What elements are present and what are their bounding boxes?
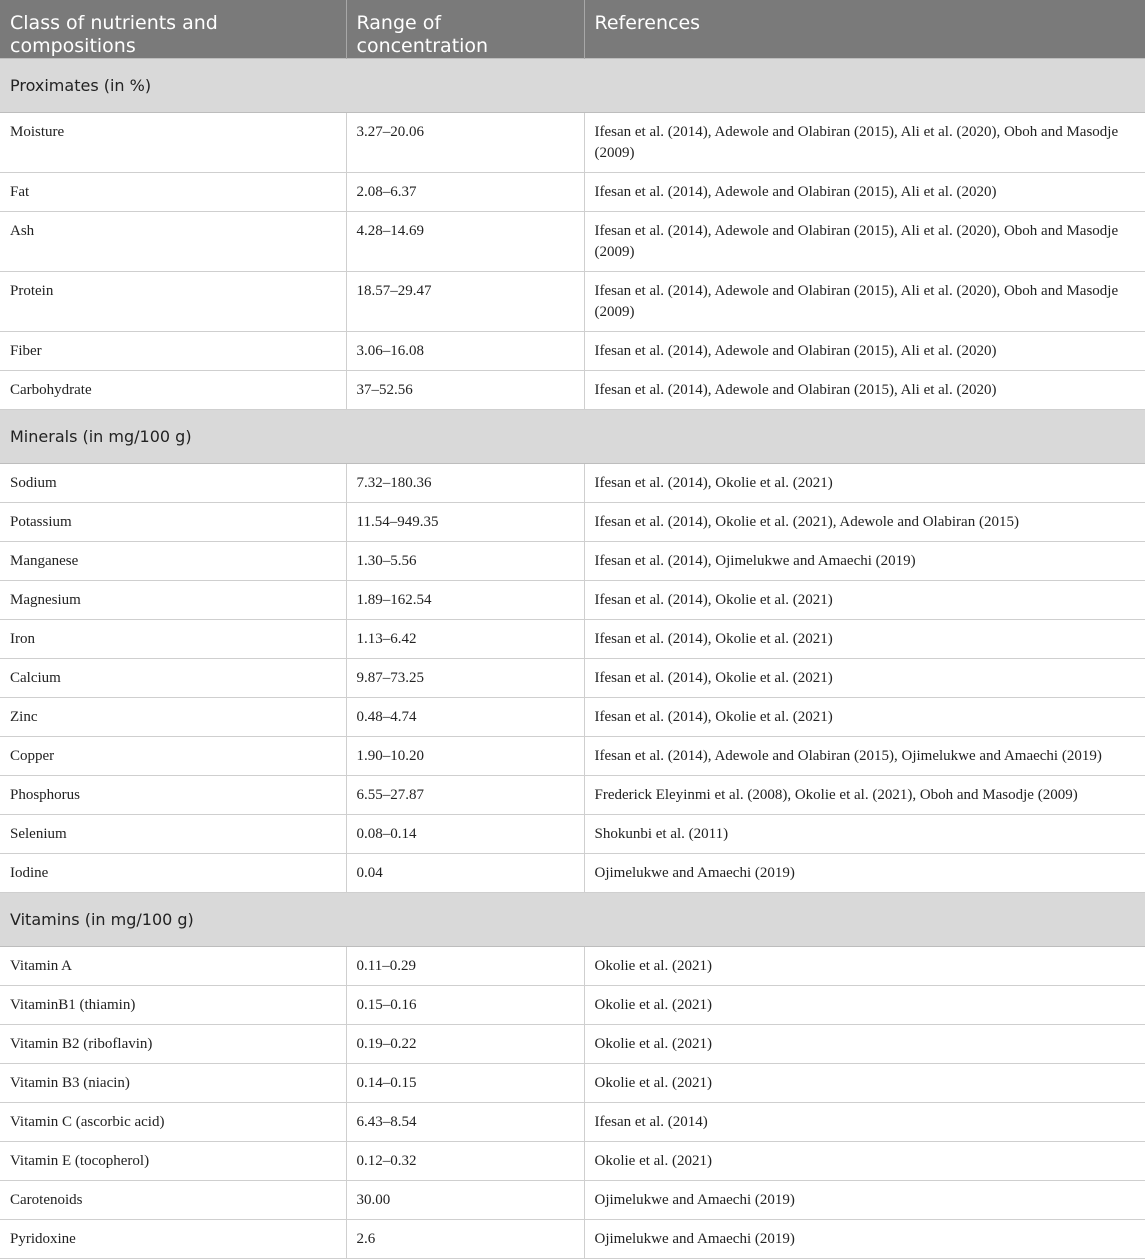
references-cell: Ifesan et al. (2014), Okolie et al. (2021) bbox=[584, 620, 1145, 659]
references-cell: Frederick Eleyinmi et al. (2008), Okolie et al. (2021), Oboh and Masodje (2009) bbox=[584, 776, 1145, 815]
table-row bbox=[0, 854, 1145, 893]
concentration-range: 0.11–0.29 bbox=[346, 947, 584, 986]
nutrient-name: Iron bbox=[0, 620, 346, 659]
table-row bbox=[0, 737, 1145, 776]
nutrient-name: Carotenoids bbox=[0, 1181, 346, 1220]
references-cell: Ifesan et al. (2014), Adewole and Olabiran (2015), Ojimelukwe and Amaechi (2019) bbox=[584, 737, 1145, 776]
concentration-range: 0.14–0.15 bbox=[346, 1064, 584, 1103]
table-row bbox=[0, 173, 1145, 212]
table-row bbox=[0, 272, 1145, 332]
concentration-range: 0.04 bbox=[346, 854, 584, 893]
nutrient-name: Vitamin C (ascorbic acid) bbox=[0, 1103, 346, 1142]
concentration-range: 0.48–4.74 bbox=[346, 698, 584, 737]
nutrient-name: Potassium bbox=[0, 503, 346, 542]
nutrient-name: Vitamin E (tocopherol) bbox=[0, 1142, 346, 1181]
concentration-range: 18.57–29.47 bbox=[346, 272, 584, 332]
nutrient-name: Copper bbox=[0, 737, 346, 776]
concentration-range: 37–52.56 bbox=[346, 371, 584, 410]
table-row bbox=[0, 542, 1145, 581]
table-row bbox=[0, 371, 1145, 410]
nutrient-name: Magnesium bbox=[0, 581, 346, 620]
nutrient-name: Carbohydrate bbox=[0, 371, 346, 410]
references-cell: Ifesan et al. (2014), Okolie et al. (2021) bbox=[584, 659, 1145, 698]
references-cell: Ifesan et al. (2014), Adewole and Olabiran (2015), Ali et al. (2020) bbox=[584, 371, 1145, 410]
nutrient-name: Ash bbox=[0, 212, 346, 272]
concentration-range: 2.08–6.37 bbox=[346, 173, 584, 212]
table-row bbox=[0, 1025, 1145, 1064]
table-row bbox=[0, 1064, 1145, 1103]
nutrient-name: VitaminB1 (thiamin) bbox=[0, 986, 346, 1025]
references-cell: Okolie et al. (2021) bbox=[584, 986, 1145, 1025]
references-cell: Ifesan et al. (2014), Adewole and Olabiran (2015), Ali et al. (2020) bbox=[584, 173, 1145, 212]
references-cell: Ifesan et al. (2014), Okolie et al. (2021) bbox=[584, 698, 1145, 737]
concentration-range: 1.13–6.42 bbox=[346, 620, 584, 659]
concentration-range: 0.12–0.32 bbox=[346, 1142, 584, 1181]
concentration-range: 11.54–949.35 bbox=[346, 503, 584, 542]
concentration-range: 6.55–27.87 bbox=[346, 776, 584, 815]
table-row bbox=[0, 1181, 1145, 1220]
concentration-range: 3.27–20.06 bbox=[346, 113, 584, 173]
table-row bbox=[0, 659, 1145, 698]
nutrient-name: Phosphorus bbox=[0, 776, 346, 815]
nutrient-name: Fat bbox=[0, 173, 346, 212]
references-cell: Ojimelukwe and Amaechi (2019) bbox=[584, 1220, 1145, 1259]
references-cell: Ifesan et al. (2014), Okolie et al. (2021) bbox=[584, 464, 1145, 503]
header-row bbox=[0, 0, 1145, 59]
references-cell: Okolie et al. (2021) bbox=[584, 947, 1145, 986]
table-row bbox=[0, 620, 1145, 659]
references-cell: Ifesan et al. (2014) bbox=[584, 1103, 1145, 1142]
table-row bbox=[0, 815, 1145, 854]
references-cell: Okolie et al. (2021) bbox=[584, 1142, 1145, 1181]
table-row bbox=[0, 776, 1145, 815]
nutrient-name: Zinc bbox=[0, 698, 346, 737]
table-row bbox=[0, 1220, 1145, 1259]
table-row bbox=[0, 698, 1145, 737]
nutrient-name: Iodine bbox=[0, 854, 346, 893]
references-cell: Ifesan et al. (2014), Adewole and Olabiran (2015), Ali et al. (2020) bbox=[584, 332, 1145, 371]
nutrient-name: Protein bbox=[0, 272, 346, 332]
concentration-range: 1.89–162.54 bbox=[346, 581, 584, 620]
concentration-range: 4.28–14.69 bbox=[346, 212, 584, 272]
table-row bbox=[0, 1103, 1145, 1142]
table-row bbox=[0, 581, 1145, 620]
section-row bbox=[0, 59, 1145, 113]
table-row bbox=[0, 1142, 1145, 1181]
table-header bbox=[0, 0, 1145, 59]
section-title: Minerals (in mg/100 g) bbox=[0, 410, 1145, 464]
references-cell: Ifesan et al. (2014), Adewole and Olabiran (2015), Ali et al. (2020), Oboh and Masodje (2009) bbox=[584, 272, 1145, 332]
section-title: Proximates (in %) bbox=[0, 59, 1145, 113]
column-header-class: Class of nutrients and compositions bbox=[0, 0, 346, 59]
nutrient-name: Manganese bbox=[0, 542, 346, 581]
nutrient-name: Sodium bbox=[0, 464, 346, 503]
references-cell: Ifesan et al. (2014), Adewole and Olabiran (2015), Ali et al. (2020), Oboh and Masodje (2009) bbox=[584, 212, 1145, 272]
table-row bbox=[0, 113, 1145, 173]
concentration-range: 0.15–0.16 bbox=[346, 986, 584, 1025]
table-row bbox=[0, 212, 1145, 272]
nutrient-name: Moisture bbox=[0, 113, 346, 173]
references-cell: Ojimelukwe and Amaechi (2019) bbox=[584, 1181, 1145, 1220]
concentration-range: 0.19–0.22 bbox=[346, 1025, 584, 1064]
concentration-range: 6.43–8.54 bbox=[346, 1103, 584, 1142]
table-row bbox=[0, 947, 1145, 986]
references-cell: Shokunbi et al. (2011) bbox=[584, 815, 1145, 854]
nutrient-name: Calcium bbox=[0, 659, 346, 698]
references-cell: Okolie et al. (2021) bbox=[584, 1025, 1145, 1064]
nutrient-name: Pyridoxine bbox=[0, 1220, 346, 1259]
section-row bbox=[0, 893, 1145, 947]
concentration-range: 2.6 bbox=[346, 1220, 584, 1259]
concentration-range: 9.87–73.25 bbox=[346, 659, 584, 698]
section-row bbox=[0, 410, 1145, 464]
nutrient-name: Vitamin A bbox=[0, 947, 346, 986]
nutrient-name: Selenium bbox=[0, 815, 346, 854]
references-cell: Ifesan et al. (2014), Ojimelukwe and Amaechi (2019) bbox=[584, 542, 1145, 581]
references-cell: Ojimelukwe and Amaechi (2019) bbox=[584, 854, 1145, 893]
column-header-references: References bbox=[584, 0, 1145, 59]
table-row bbox=[0, 332, 1145, 371]
concentration-range: 0.08–0.14 bbox=[346, 815, 584, 854]
concentration-range: 1.90–10.20 bbox=[346, 737, 584, 776]
concentration-range: 1.30–5.56 bbox=[346, 542, 584, 581]
references-cell: Ifesan et al. (2014), Okolie et al. (2021) bbox=[584, 581, 1145, 620]
references-cell: Ifesan et al. (2014), Okolie et al. (2021), Adewole and Olabiran (2015) bbox=[584, 503, 1145, 542]
nutrient-name: Fiber bbox=[0, 332, 346, 371]
references-cell: Ifesan et al. (2014), Adewole and Olabiran (2015), Ali et al. (2020), Oboh and Masodje (2009) bbox=[584, 113, 1145, 173]
table-row bbox=[0, 503, 1145, 542]
column-header-range: Range of concentration bbox=[346, 0, 584, 59]
table-row bbox=[0, 464, 1145, 503]
nutrient-name: Vitamin B3 (niacin) bbox=[0, 1064, 346, 1103]
section-title: Vitamins (in mg/100 g) bbox=[0, 893, 1145, 947]
references-cell: Okolie et al. (2021) bbox=[584, 1064, 1145, 1103]
concentration-range: 3.06–16.08 bbox=[346, 332, 584, 371]
table-row bbox=[0, 986, 1145, 1025]
concentration-range: 7.32–180.36 bbox=[346, 464, 584, 503]
nutrient-name: Vitamin B2 (riboflavin) bbox=[0, 1025, 346, 1064]
concentration-range: 30.00 bbox=[346, 1181, 584, 1220]
